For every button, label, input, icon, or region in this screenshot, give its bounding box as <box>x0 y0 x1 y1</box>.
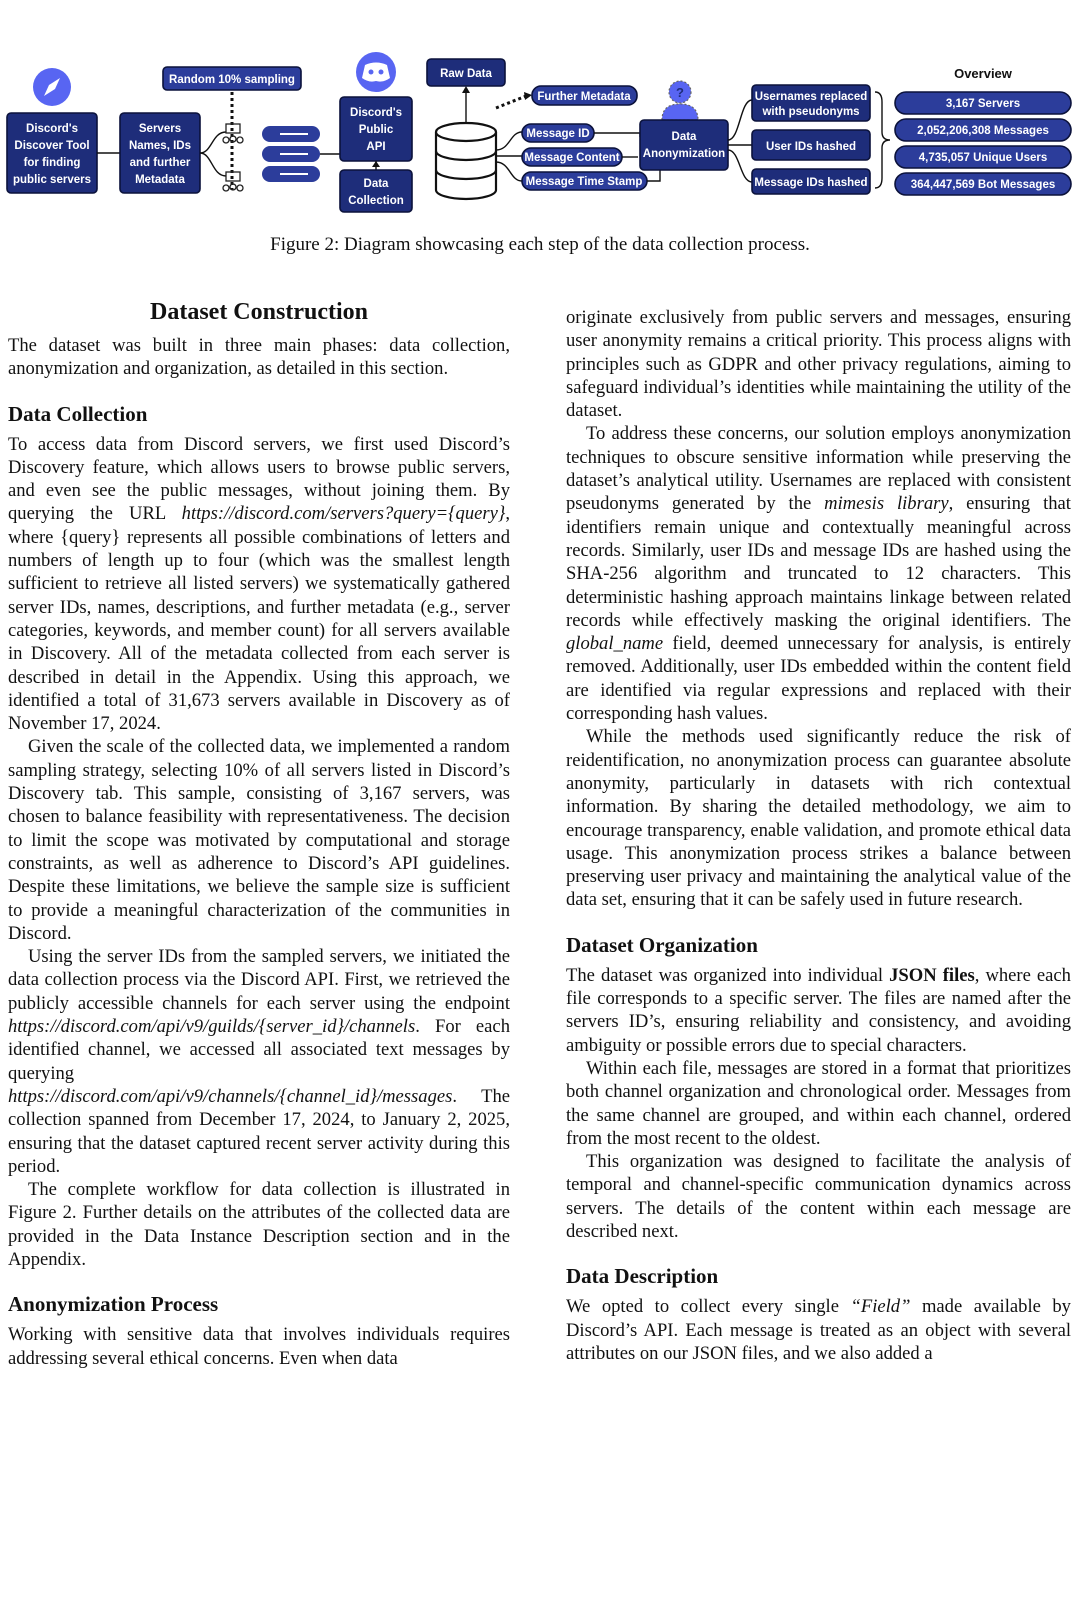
overview-unique-users <box>895 146 1071 168</box>
public-api-box <box>340 97 412 161</box>
svg-text:Anonymization: Anonymization <box>642 148 726 160</box>
heading-data-description: Data Description <box>566 1264 719 1289</box>
svg-text:public servers: public servers <box>13 174 91 186</box>
svg-text:Message Content: Message Content <box>524 152 620 164</box>
svg-text:API: API <box>366 141 386 153</box>
overview-bot-messages <box>895 173 1071 195</box>
message-id-label <box>522 124 594 142</box>
data-collection-box <box>340 170 412 212</box>
messages-endpoint: https://discord.com/api/v9/channels/{channel_id}/messages <box>8 1085 453 1107</box>
heading-anonymization: Anonymization Process <box>8 1292 219 1317</box>
svg-text:for finding: for finding <box>23 157 81 169</box>
random-sampling-label <box>163 67 301 90</box>
svg-text:3,167 Servers: 3,167 Servers <box>945 98 1021 110</box>
svg-text:Data: Data <box>363 178 389 190</box>
svg-text:Message ID: Message ID <box>526 128 590 140</box>
further-metadata-label <box>532 86 637 105</box>
left-column <box>8 298 510 1370</box>
server-stack-icon <box>262 126 320 182</box>
svg-text:Usernames replaced: Usernames replaced <box>754 91 868 103</box>
svg-text:Data: Data <box>671 131 697 143</box>
user-ids-hashed-box <box>752 130 870 160</box>
svg-text:Discover Tool: Discover Tool <box>14 140 90 152</box>
compass-icon <box>33 68 71 106</box>
svg-text:Message Time Stamp: Message Time Stamp <box>525 176 643 188</box>
svg-text:364,447,569 Bot Messages: 364,447,569 Bot Messages <box>910 179 1056 191</box>
usernames-pseudonyms-box <box>752 85 870 121</box>
paragraph-collection-3: Using the server IDs from the sampled servers, we initiated the data collection process via the Discord API. First, we retrieved the publicly accessible channels for each server using the endpoint https://discord.com/api/v9/guilds/{server_id}/channels. For each identified channel, we accessed all associated text messages by querying https://discord.com/api/v9/channels/{channel_id}/messages. The collection spanned from December 17, 2024, to January 2, 2025, ensuring that the dataset captured recent server activity during this period. <box>8 946 510 1177</box>
discover-tool-box <box>7 113 97 193</box>
anonymous-user-icon <box>662 81 698 120</box>
global-name-field: global_name <box>566 633 664 655</box>
svg-text:Public: Public <box>358 124 394 136</box>
section-title: Dataset Construction <box>150 299 368 325</box>
overview-title: Overview <box>954 66 1012 81</box>
database-icon <box>436 123 496 199</box>
svg-text:User IDs hashed: User IDs hashed <box>765 141 857 153</box>
paragraph-organization-2: Within each file, messages are stored in a format that prioritizes both channel organization and chronological order. Messages from the same channel are grouped, and within each channel, ordered from the most recent to the oldest. <box>566 1057 1071 1149</box>
data-anonymization-box <box>640 120 728 170</box>
paragraph-organization-3: This organization was designed to facilitate the analysis of temporal and channel-specific communication dynamics across servers. The details of the content within each message are described next. <box>566 1151 1071 1242</box>
svg-text:Discord's: Discord's <box>26 123 78 135</box>
paragraph-collection-4: The complete workflow for data collection is illustrated in Figure 2. Further details on the attributes of the collected data are provided in the Data Instance Description section and in the Appendix. <box>8 1179 510 1270</box>
paragraph-organization-1: The dataset was organized into individual JSON files, where each file corresponds to a specific server. The files are named after the servers ID’s, ensuring reliability and consistency, and avoiding ambiguity or possible errors due to special characters. <box>566 964 1071 1056</box>
raw-data-box <box>427 59 505 86</box>
paragraph-collection-2: Given the scale of the collected data, we implemented a random sampling strategy, selecting 10% of all servers listed in Discord’s Discovery tab. This sample, consisting of 3,167 servers, was chosen to balance feasibility with representativeness. The decision to limit the scope was motivated by computational and storage constraints, as well as adherence to Discord’s API guidelines. Despite these limitations, we believe the sample size is sufficient to provide a meaningful characterization of the communities in Discord. <box>8 736 510 944</box>
paragraph-collection-1: To access data from Discord servers, we first used Discord’s Discovery feature, which allows users to browse public servers, and even see the public messages, without joining them. By querying the URL https://discord.com/servers?query={query}, where {query} represents all possible combinations of letters and numbers of length up to four (which was the smallest length sufficient to retrieve all listed servers) we systematically gathered server IDs, names, descriptions, and further metadata (e.g., server categories, keywords, and member count) for all servers available in Discovery. All of the metadata collected from each server is described in detail in the Appendix. Using this approach, we identified a total of 31,673 servers available in Discovery as of November 17, 2024. <box>8 433 510 735</box>
svg-text:?: ? <box>676 85 684 100</box>
section-intro: The dataset was built in three main phases: data collection, anonymization and organization, as detailed in this section. <box>8 335 510 380</box>
svg-text:and further: and further <box>129 157 191 169</box>
message-timestamp-label <box>522 172 647 190</box>
json-files: JSON files <box>889 964 975 986</box>
svg-text:Discord's: Discord's <box>350 107 402 119</box>
data-collection-diagram <box>0 40 1080 230</box>
discord-logo-icon <box>356 52 396 92</box>
svg-text:Raw Data: Raw Data <box>440 68 492 80</box>
svg-text:Message IDs hashed: Message IDs hashed <box>754 177 868 189</box>
svg-text:Random 10% sampling: Random 10% sampling <box>169 74 295 86</box>
svg-text:Further Metadata: Further Metadata <box>537 91 631 103</box>
channels-endpoint: https://discord.com/api/v9/guilds/{server_id}/channels <box>8 1016 416 1038</box>
heading-dataset-organization: Dataset Organization <box>566 932 758 957</box>
paragraph-anonymization-2: originate exclusively from public servers and messages, ensuring user anonymity remains a critical priority. This process aligns with principles such as GDPR and other privacy regulations, aiming to safeguard individual’s identities while maintaining the utility of the dataset. <box>566 307 1071 422</box>
svg-text:Names, IDs: Names, IDs <box>128 140 192 152</box>
figure-caption: Figure 2: Diagram showcasing each step of the data collection process. <box>270 234 810 255</box>
heading-data-collection: Data Collection <box>8 401 148 426</box>
svg-text:Servers: Servers <box>138 123 182 135</box>
message-content-label <box>522 148 622 166</box>
discovery-url: https://discord.com/servers?query={query} <box>181 503 506 525</box>
message-ids-hashed-box <box>752 169 870 194</box>
svg-text:with pseudonyms: with pseudonyms <box>762 106 860 118</box>
overview-servers <box>895 92 1071 114</box>
paragraph-description-1: We opted to collect every single “Field” made available by Discord’s API. Each message is treated as an object with several attributes on our JSON files, and we also added a <box>566 1296 1071 1364</box>
mimesis-library: mimesis library <box>824 493 949 515</box>
servers-metadata-box <box>120 113 200 193</box>
paragraph-anonymization-1: Working with sensitive data that involves individuals requires addressing several ethical concerns. Even when data <box>8 1324 510 1369</box>
overview-messages <box>895 119 1071 141</box>
right-column <box>566 306 1071 1365</box>
field-term: “Field” <box>850 1296 911 1318</box>
svg-text:4,735,057 Unique Users: 4,735,057 Unique Users <box>918 152 1048 164</box>
paragraph-anonymization-3: To address these concerns, our solution employs anonymization techniques to obscure sensitive information while preserving the dataset’s analytical utility. Usernames are replaced with consistent pseudonyms generated by the mimesis library, ensuring that identifiers remain unique and contextually meaningful across records. Similarly, user IDs and message IDs are hashed using the SHA-256 algorithm and truncated to 12 characters. This deterministic hashing approach maintains linkage between related records while effectively masking the original identifiers. The global_name field, deemed unnecessary for analysis, is entirely removed. Additionally, user IDs embedded within the content field are identified via regular expressions and replaced with their corresponding hash values. <box>566 423 1071 725</box>
paragraph-anonymization-4: While the methods used significantly reduce the risk of reidentification, no anonymization process can guarantee absolute anonymity, particularly in datasets with rich contextual information. By sharing the detailed methodology, we aim to encourage transparency, enable validation, and promote ethical data usage. This anonymization process strikes a balance between preserving user privacy and maintaining the analytical value of the data set, ensuring that it can be safely used in future research. <box>566 726 1071 911</box>
svg-text:Metadata: Metadata <box>135 174 185 186</box>
svg-text:Collection: Collection <box>348 195 404 207</box>
svg-text:2,052,206,308 Messages: 2,052,206,308 Messages <box>917 125 1049 137</box>
